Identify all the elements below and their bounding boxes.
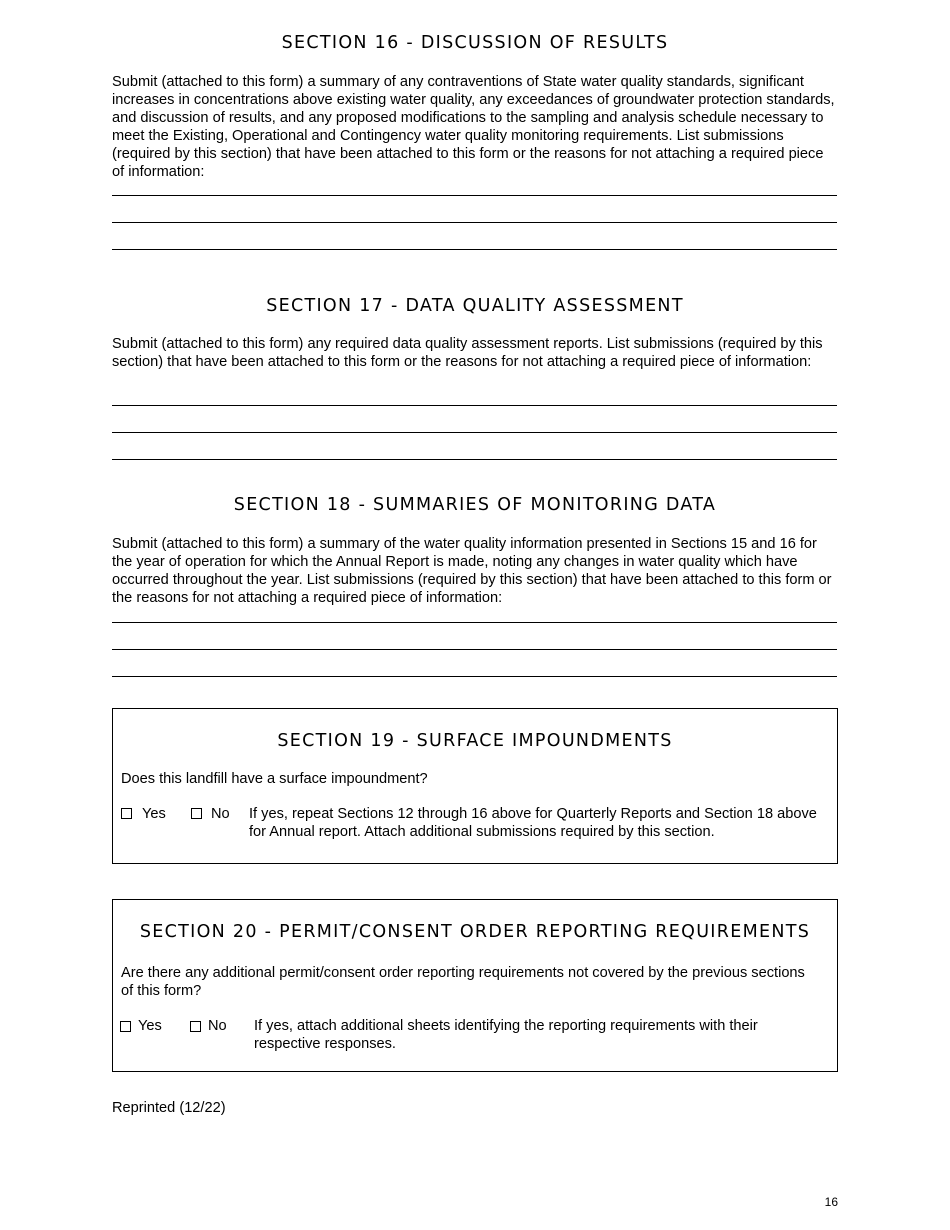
section-20-note: If yes, attach additional sheets identifying the reporting requirements with their respective responses. [254,1018,758,1052]
section-20-yes-label: Yes [138,1018,162,1034]
section-18-instructions: Submit (attached to this form) a summary of the water quality information presented in Sections 15 and 16 for the year of operation for which the Annual Report is made, noting any changes in water quality which have occurred throughout the year. List submissions (required by this section) that have been attached to this form or the reasons for not attaching a required piece of information: [112,536,832,606]
section-20-yes-checkbox[interactable] [120,1021,131,1032]
section-19-no-checkbox[interactable] [191,808,202,819]
page-number: 16 [824,1195,838,1209]
section-16-answer-line-2[interactable] [112,222,837,223]
section-17-answer-line-1[interactable] [112,405,837,406]
section-20-question: Are there any additional permit/consent order reporting requirements not covered by the previous sections of this form? [121,965,805,999]
section-20-title: SECTION 20 - PERMIT/CONSENT ORDER REPORTING REQUIREMENTS [139,922,811,942]
section-19-no-label: No [211,806,230,822]
section-17-answer-line-2[interactable] [112,432,837,433]
section-17-instructions: Submit (attached to this form) any required data quality assessment reports. List submissions (required by this section) that have been attached to this form or the reasons for not attaching a required piece of information: [112,336,823,370]
section-16-instructions: Submit (attached to this form) a summary of any contraventions of State water quality standards, significant increases in concentrations above existing water quality, any exceedances of groundwater protection standards, and discussion of results, and any proposed modifications to the sampling and analysis schedule necessary to meet the Existing, Operational and Contingency water quality monitoring requirements. List submissions (required by this section) that have been attached to this form or the reasons for not attaching a required piece of information: [112,74,835,180]
section-19-yes-checkbox[interactable] [121,808,132,819]
section-16-answer-line-3[interactable] [112,249,837,250]
section-20-box [112,899,838,1072]
section-20-no-checkbox[interactable] [190,1021,201,1032]
section-19-note: If yes, repeat Sections 12 through 16 above for Quarterly Reports and Section 18 above for Annual report. Attach additional submissions required by this section. [249,806,817,840]
section-17-title: SECTION 17 - DATA QUALITY ASSESSMENT [266,296,684,316]
section-17-answer-line-3[interactable] [112,459,837,460]
section-20-no-label: No [208,1018,227,1034]
section-19-box [112,708,838,864]
section-18-answer-line-3[interactable] [112,676,837,677]
section-18-answer-line-1[interactable] [112,622,837,623]
section-19-yes-label: Yes [142,806,166,822]
section-19-question: Does this landfill have a surface impoundment? [121,771,428,787]
section-19-title: SECTION 19 - SURFACE IMPOUNDMENTS [277,731,673,751]
reprint-date: Reprinted (12/22) [112,1100,226,1116]
section-18-title: SECTION 18 - SUMMARIES OF MONITORING DATA [233,495,717,515]
section-18-answer-line-2[interactable] [112,649,837,650]
section-16-answer-line-1[interactable] [112,195,837,196]
section-16-title: SECTION 16 - DISCUSSION OF RESULTS [281,33,669,53]
